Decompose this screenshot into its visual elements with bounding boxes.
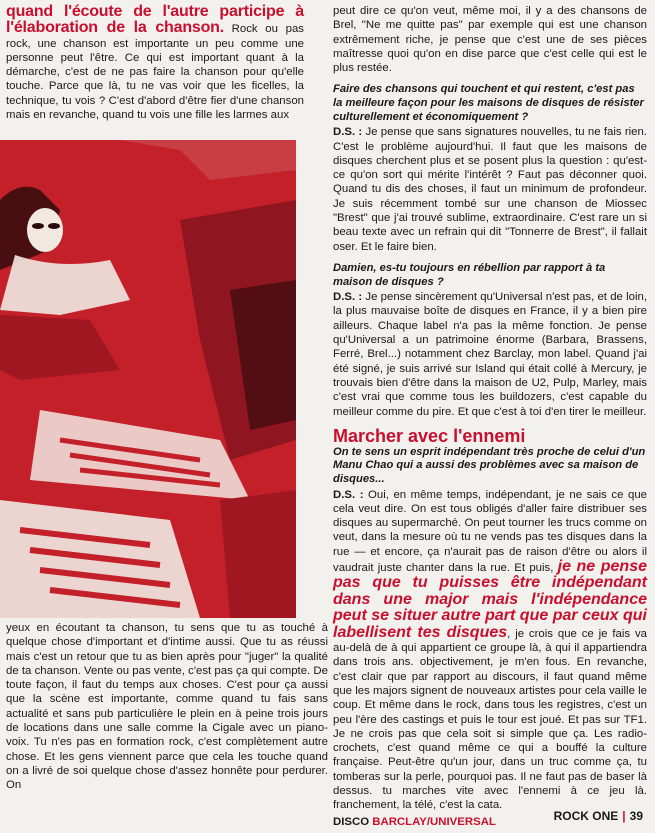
answer-2-text: Je pense sincèrement qu'Universal n'est pas, et de loin, la plus mauvaise boîte de disques en France, il y a bien pire ailleurs. Chaque label n'a pas la même fonction. Je pense qu'Universal a un patrimoine énorme (Barbara, Brassens, Ferré, Brel...) notamment chez Barclay, mon label. Quand j'ai été signé, je suis arrivé sur Island qui était collé à Mercury, je trouvais bien d'être dans la maison de U2, Pulp, Marley, mais c'est vrai que comme tous les buildozers, c'est capable du meilleur comme du pire. Et que c'est à toi d'en tirer le meilleur.	[333, 291, 647, 418]
answer-2-speaker: D.S. :	[333, 291, 363, 304]
magazine-name: ROCK ONE	[553, 809, 619, 823]
question-1: Faire des chansons qui touchent et qui restent, c'est pas la meilleure façon pour les maisons de disques de résister culturellement et économiquement ?	[333, 83, 644, 123]
intro-headline: quand l'écoute de l'autre participe à l'élaboration de la chanson.	[6, 3, 304, 37]
left-top-block	[6, 4, 304, 122]
answer-3-continued: , je crois que ce je fais va au-delà de à qui appartient ce groupe là, à qui il appartiendra dans trois ans. objectivement, je m'en fous. En revanche, c'est clair que par rapport au discours, il faut quand même que les majors signent de nouveaux artistes pour cela vaille le coup. Et même dans le rock, dans tous les registres, c'est un peu l'ère des castings et puis le tour est joué. Et pas sur TF1. Je ne crois pas que cela soit si simple que ça. Les radio-crochets, c'est quand même ce qui a bouffé la culture française. Peut-être qu'un jour, dans un truc comme ça, tu tomberas sur la perle, pourquoi pas. Il ne faut pas de baser là dessus. tu marches vite avec l'ennemi à ce jeu là. franchement, la télé, c'est la cata.	[333, 627, 648, 812]
section-title: Marcher avec l'ennemi	[333, 425, 526, 446]
question-3: On te sens un esprit indépendant très proche de celui d'un Manu Chao qui a aussi des problèmes avec sa maison de disques...	[333, 445, 646, 485]
answer-3	[333, 488, 647, 813]
answer-1	[333, 125, 647, 254]
answer-3-speaker: D.S. :	[333, 488, 364, 501]
disco-value: BARCLAY/UNIVERSAL	[372, 815, 496, 828]
right-column	[333, 4, 647, 829]
answer-2	[333, 290, 647, 419]
answer-1-text: Je pense que sans signatures nouvelles, tu ne fais rien. C'est le problème aujourd'hui. Il faut que les maisons de disques cherchent plus et se posent plus la question : qu'est-ce qu'on sort qui mérite l'intérêt ? Faut pas déconner quoi. Quand tu dis des choses, il faut un minimum de profondeur. Je suis récemment tombé sur une chanson de Miossec "Brest" que j'ai trouvé sublime, extraordinaire. C'est rare un si beau texte avec un refrain qui dit "Tonnerre de Brest", il fallait oser. Et le faire bien.	[333, 126, 647, 253]
left-bottom-block	[6, 621, 328, 793]
left-top-paragraph	[6, 4, 304, 122]
right-intro: peut dire ce qu'on veut, même moi, il y a des chansons de Brel, "Ne me quitte pas" par exemple qui est une chanson extrêmement riche, je pense que c'est une de ses pièces maîtresse quoi qu'on en dise parce que c'est celle qui est le plus restée.	[333, 5, 647, 75]
answer-3-text: Oui, en même temps, indépendant, je ne sais ce que cela veut dire. On est tous obligés d'aller faire distribuer ses disques au supermarché. On peut tourner les trucs comme on veut, dans la mesure où tu ne vends pas tes disques dans la rue — et encore, ça n'aurait pas de raison d'être ou alors il vaudrait juste chanter dans la rue. Et puis,	[333, 488, 647, 575]
page-footer	[554, 809, 643, 823]
pull-quote: je ne pense pas que tu puisses être indépendant dans une major mais l'indépendance peut se situer autre part que par ceux qui labellisent tes disques	[333, 558, 647, 641]
page-number: 39	[629, 809, 643, 823]
question-2: Damien, es-tu toujours en rébellion par rapport à ta maison de disques ?	[333, 261, 606, 288]
photo-graphic	[0, 140, 296, 618]
footer-separator: |	[622, 809, 626, 823]
left-bottom-paragraph: yeux en écoutant ta chanson, tu sens que tu as touché à quelque chose d'important et d'intime aussi. Que tu as réussi mais c'est un retour que tu as bien après pour "juger" la qualité de ta chanson. Vente ou pas vente, c'est pas ça qui compte. De toute façon, il faut du temps aux choses. C'est pour ça aussi que la scène est importante, comme quand tu fais sans actualité et sans pub particulière le plein en à peine trois jours de locations dans une salle comme la Cigale avec un piano-voix. Tu n'es pas en formation rock, c'est complètement autre chose. Et les gens viennent parce que cela les touche quand on a livré de soi quelque chose d'assez honnête pour perdurer. On	[6, 622, 328, 792]
answer-1-speaker: D.S. :	[333, 126, 363, 139]
disco-label: DISCO	[333, 815, 370, 828]
left-top-text: Rock ou pas rock, une chanson est importante un peu comme une personne peut l'être. Ce qui est important quant à la démarche, c'est de ne pas faire la chanson pour qu'elle touche. Parce que là, tu ne vas voir que les ficelles, la technique, tu vois ? C'est d'abord d'être fier d'une chanson mais en revanche, quand tu vois une fille les larmes aux	[6, 23, 304, 122]
artist-photo	[0, 140, 296, 618]
